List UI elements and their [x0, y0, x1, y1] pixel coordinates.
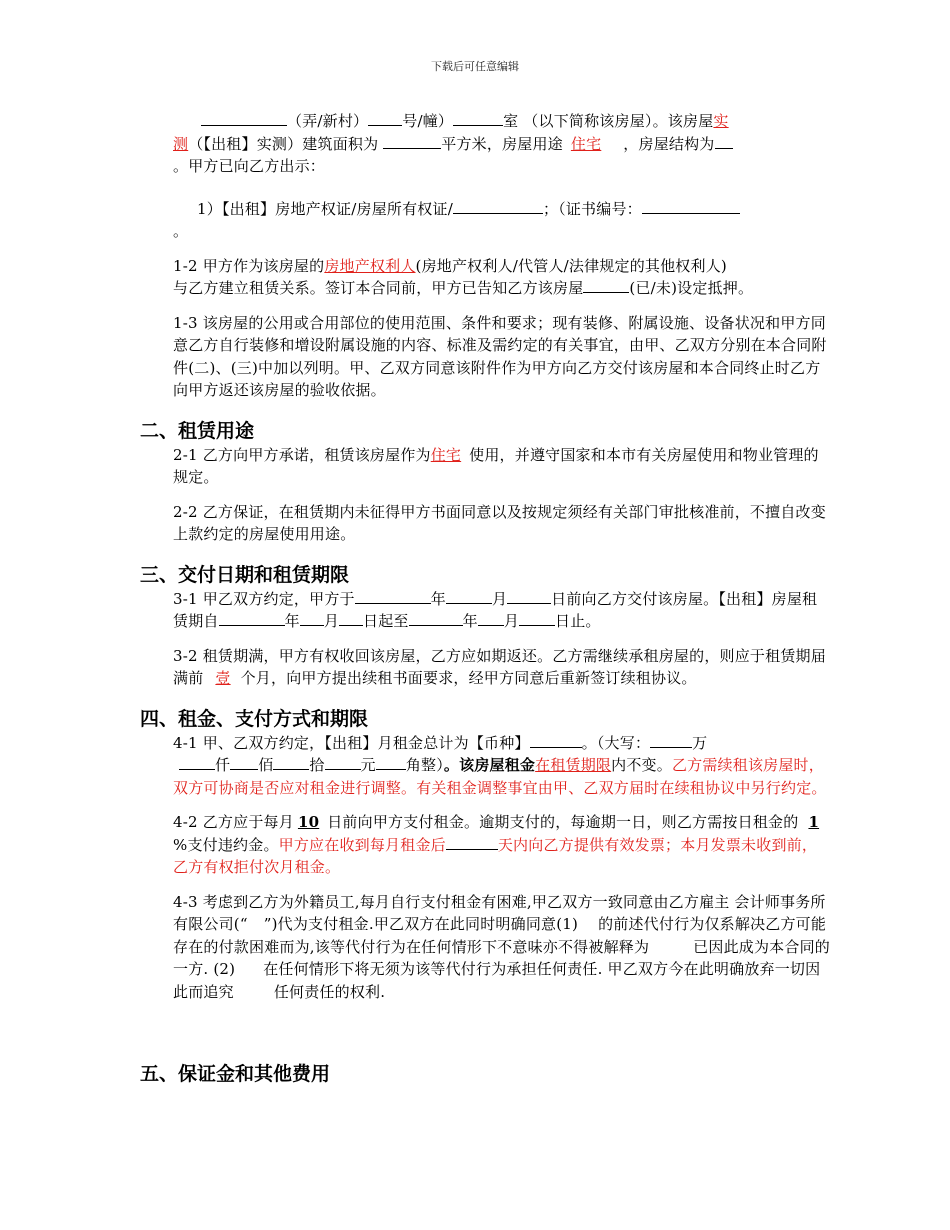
section-2-title: 二、租赁用途 [140, 419, 255, 442]
delivery-month-blank[interactable] [446, 589, 492, 604]
rent-jiao-blank[interactable] [376, 755, 406, 770]
number-blank[interactable] [368, 111, 402, 126]
rent-fixed-term: 在租赁期限 [535, 756, 612, 774]
rent-bai-blank[interactable] [230, 755, 258, 770]
section-3-title: 三、交付日期和租赁期限 [140, 563, 350, 586]
clause-4-2: 4-2 乙方应于每月 10 日前向甲方支付租金。逾期支付的，每逾期一日，则乙方需按日租金的 1%支付违约金。甲方应在收到每月租金后 天内向乙方提供有效发票；本月发票未收到前，乙方有权拒付次月租金。 [173, 811, 830, 879]
certificate-type-blank[interactable] [453, 199, 543, 214]
end-year-blank[interactable] [409, 611, 463, 626]
mortgage-blank[interactable] [583, 278, 629, 293]
clause-4-1: 4-1 甲、乙双方约定，【出租】月租金总计为【币种】 。（大写： 万 仟 佰 拾 元 角整）。该房屋租金在租赁期限内不变。乙方需续租该房屋时，双方可协商是否应对租金进行调整。有关租金调整事宜由甲、乙双方届时在续租协议中另行约定。 [173, 733, 827, 797]
end-day-blank[interactable] [519, 611, 555, 626]
usage-value[interactable]: 住宅 [570, 134, 602, 153]
lease-usage-value[interactable]: 住宅 [430, 445, 462, 464]
rent-adjustment-note: 乙方需续租该房屋时，双方可协商是否应对租金进行调整。有关租金调整事宜由甲、乙双方届时在续租协议中另行约定。 [173, 756, 827, 797]
renewal-notice-months[interactable]: 壹 [215, 669, 231, 687]
payment-day-value[interactable]: 10 [297, 813, 320, 831]
delivery-day-blank[interactable] [507, 589, 551, 604]
end-month-blank[interactable] [478, 611, 504, 626]
certificate-item: 1）【出租】房地产权证/房屋所有权证/ ；（证书编号： [197, 198, 830, 221]
contract-body: （弄/新村） 号/幢） 室 （以下简称该房屋）。该房屋实 测（【出租】实测）建筑面积为 平方米，房屋用途 住宅 ，房屋结构为 。甲方已向乙方出示： 1）【出租】房地产权证/房屋所有权证/ ；（证书编号： 。 1-2 甲方作为该房屋的房地产权利人(房地产权利人/代管人/法律规定的其他权利人) 与乙方建立租赁关系。签订本合同前，甲方已告知乙方该房屋 (已/未)设定抵押。 1-3 该房屋的公用或合用部位的使用范围、条件和要求；现有装修、附属设施、设备状况和甲方同意乙方自行装修和增设附属设施的内容、标准及需约定的有关事宜，由甲、乙双方分别在本合同附件(二)、(三)中加以列明。甲、乙双方同意该附件作为甲方向乙方交付该房屋和本合同终止时乙方向甲方返还该房屋的验收依据。 二、租赁用途 2-1 乙方向甲方承诺，租赁该房屋作为住宅 使用，并遵守国家和本市有关房屋使用和物业管理的规定。 2-2 乙方保证，在租赁期内未征得甲方书面同意以及按规定须经有关部门审批核准前，不擅自改变上款约定的房屋使用用途。 三、交付日期和租赁期限 3-1 甲乙双方约定，甲方于 年 月 日前向乙方交付该房屋。【出租】房屋租赁期自 年 月 日起至 年 月 日止。 3-2 租赁期满，甲方有权收回该房屋，乙方应如期返还。乙方需继续承租房屋的，则应于租赁期届满前 壹 个月，向甲方提出续租书面要求，经甲方同意后重新签订续租协议。 四、租金、支付方式和期限 4-1 甲、乙双方约定，【出租】月租金总计为【币种】 。（大写： 万 仟 佰 拾 元 角整）。该房屋租金在租赁期限内不变。乙方需续租该房屋时，双方可协商是否应对租金进行调整。有关租金调整事宜由甲、乙双方届时在续租协议中另行约定。 4-2 乙方应于每月 10 日前向甲方支付租金。逾期支付的，每逾期一日，则乙方需按日租金的 1%支付违约金。甲方应在收到每月租金后 天内向乙方提供有效发票；本月发票未收到前，乙方有权拒付次月租金。 4-3 考虑到乙方为外籍员工,每月自行支付租金有困难,甲乙双方一致同意由乙方雇主 会计师事务所有限公司(“ ”)代为支付租金.甲乙双方在此同时明确同意(1) 的前述代付行为仅系解决乙方可能存在的付款困难而为,该等代付行为在任何情形下不意味亦不得被解释为 已因此成为本合同的一方. (2) 在任何情形下将无须为该等代付行为承担任何责任. 甲乙双方今在此明确放弃一切因此而追究 任何责任的权利. 五、保证金和其他费用 [140, 112, 830, 1085]
invoice-days-blank[interactable] [446, 835, 498, 850]
monthly-rent-blank[interactable] [530, 733, 582, 748]
clause-2-2: 2-2 乙方保证，在租赁期内未征得甲方书面同意以及按规定须经有关部门审批核准前，不擅自改变上款约定的房屋使用用途。 [173, 502, 826, 543]
clause-3-2: 3-2 租赁期满，甲方有权收回该房屋，乙方应如期返还。乙方需继续承租房屋的，则应于租赁期届满前 壹 个月，向甲方提出续租书面要求，经甲方同意后重新签订续租协议。 [173, 646, 826, 687]
rent-yuan-blank[interactable] [325, 755, 361, 770]
delivery-year-blank[interactable] [355, 589, 431, 604]
clause-3-1: 3-1 甲乙双方约定，甲方于 年 月 日前向乙方交付该房屋。【出租】房屋租赁期自 年 月 日起至 年 月 日止。 [173, 589, 818, 630]
property-address-paragraph: （弄/新村） 号/幢） 室 （以下简称该房屋）。该房屋实 测（【出租】实测）建筑面积为 平方米，房屋用途 住宅 ，房屋结构为 。甲方已向乙方出示： [173, 110, 830, 178]
certificate-number-blank[interactable] [642, 199, 740, 214]
page-header-note: 下载后可任意编辑 [431, 60, 519, 73]
rent-wan-blank[interactable] [650, 733, 692, 748]
rent-qian-blank[interactable] [179, 755, 215, 770]
start-day-blank[interactable] [339, 611, 363, 626]
penalty-rate-value[interactable]: 1 [808, 813, 820, 831]
clause-4-3: 4-3 考虑到乙方为外籍员工,每月自行支付租金有困难,甲乙双方一致同意由乙方雇主 会计师事务所有限公司(“ ”)代为支付租金.甲乙双方在此同时明确同意(1) 的前述代付行为仅系解决乙方可能存在的付款困难而为,该等代付行为在任何情形下不意味亦不得被解释为 已因此成为本合同的一方. (2) 在任何情形下将无须为该等代付行为承担任何责任. 甲乙双方今在此明确放弃一切因此而追究 任何责任的权利. [173, 892, 830, 1001]
structure-blank[interactable] [715, 134, 733, 149]
section-4-title: 四、租金、支付方式和期限 [140, 707, 369, 730]
clause-1-2: 1-2 甲方作为该房屋的房地产权利人(房地产权利人/代管人/法律规定的其他权利人) 与乙方建立租赁关系。签订本合同前，甲方已告知乙方该房屋 (已/未)设定抵押。 [173, 256, 754, 297]
room-blank[interactable] [453, 111, 503, 126]
owner-role: 房地产权利人 [324, 256, 416, 275]
start-year-blank[interactable] [219, 611, 285, 626]
start-month-blank[interactable] [300, 611, 324, 626]
area-blank[interactable] [383, 134, 441, 149]
lane-blank[interactable] [201, 111, 287, 126]
clause-2-1: 2-1 乙方向甲方承诺，租赁该房屋作为住宅 使用，并遵守国家和本市有关房屋使用和物业管理的规定。 [173, 445, 819, 486]
measured-mark: 实 [713, 112, 729, 130]
section-5-title: 五、保证金和其他费用 [140, 1063, 331, 1085]
clause-1-3: 1-3 该房屋的公用或合用部位的使用范围、条件和要求；现有装修、附属设施、设备状况和甲方同意乙方自行装修和增设附属设施的内容、标准及需约定的有关事宜，由甲、乙双方分别在本合同附件(二)、(三)中加以列明。甲、乙双方同意该附件作为甲方向乙方交付该房屋和本合同终止时乙方向甲方返还该房屋的验收依据。 [173, 313, 827, 399]
rent-shi-blank[interactable] [273, 755, 309, 770]
